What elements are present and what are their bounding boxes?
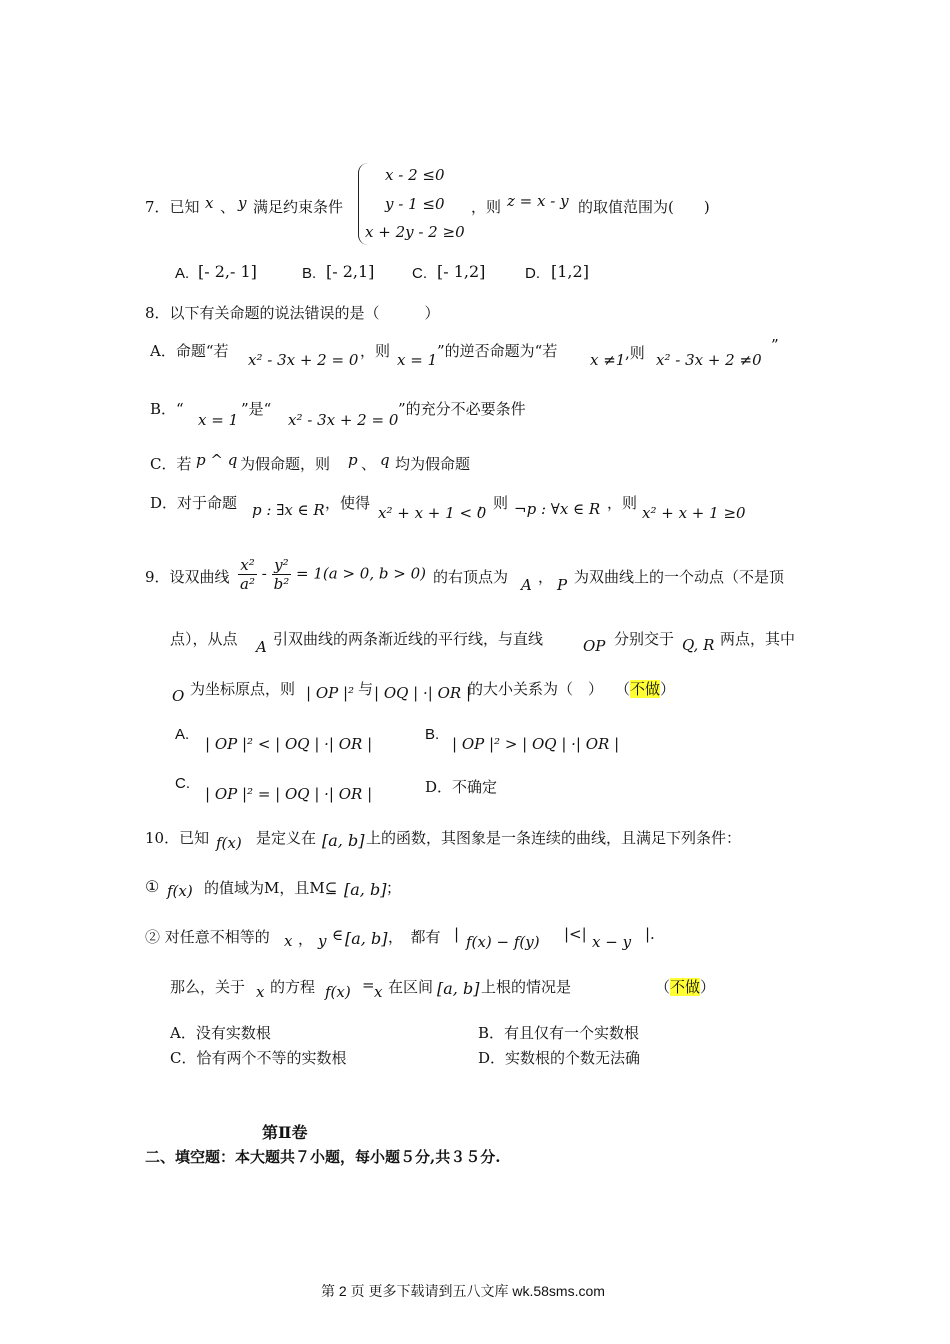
q10-c1-text: 的值域为M，且M⊆ (204, 879, 338, 897)
q10-c3-b: 的方程 (270, 978, 316, 996)
q9-op-squared: | OP |² (306, 684, 355, 702)
q8-a-3: ，则 (360, 342, 391, 360)
q9-note-close: ） (660, 680, 676, 698)
q8-d-2: p : ∃x ∈ R (252, 501, 325, 519)
q9-frac-y (272, 556, 292, 593)
q10-note (655, 976, 715, 997)
q8-c-1: C．若 (150, 455, 192, 473)
q8-a-7: ,则 (625, 344, 645, 362)
q10-c2-x: x (284, 932, 293, 950)
q10-c2-in: ∈ (332, 926, 344, 944)
q10-c2-y: y (318, 932, 327, 950)
q7-var-y: y (238, 194, 247, 212)
q7-objective: z = x - y (507, 192, 569, 210)
section-fill-blank-heading: 二、填空题：本大题共７小题，每小题５分,共３５分. (145, 1148, 501, 1166)
q7-option-a-label: A. (175, 265, 190, 282)
q7-stem-b: 满足约束条件 (253, 198, 344, 216)
q10-c2-sep: ， (298, 930, 314, 948)
q7-constraint-3: x + 2y - 2 ≥0 (365, 223, 465, 241)
q10-c2-text: ② 对任意不相等的 (145, 928, 270, 946)
q7-stem-c: ，则 (471, 198, 502, 216)
q9-frac-y-den: b² (273, 575, 290, 593)
q9-s9: 与 (358, 680, 374, 698)
q8-d-5: ，则 (478, 494, 509, 512)
q10-c2-xy: x − y (592, 933, 632, 951)
part-two-title: 第Ⅱ卷 (262, 1123, 308, 1142)
q10-note-close: ） (700, 978, 716, 996)
q8-a-4: x = 1 (397, 351, 438, 369)
q9-s8: 为坐标原点，则 (190, 680, 296, 698)
q9-s7: 两点，其中 (720, 630, 796, 648)
q8-d-7: ，则 (607, 494, 638, 512)
q8-c-5: 、 (361, 455, 377, 473)
q9-frac-x-num: x² (238, 556, 257, 575)
q9-s1: 9．设双曲线 (145, 568, 230, 586)
q10-c3-f: f(x) (325, 983, 351, 1001)
q7-option-d-label: D. (525, 265, 540, 282)
q9-option-b-label: B. (425, 726, 440, 743)
q8-d-4: x² + x + 1 < 0 (378, 504, 487, 522)
q10-c2-interval: [a, b] (345, 929, 388, 948)
q8-d-1: D．对于命题 (150, 494, 238, 512)
q10-s2: 是定义在 (256, 829, 317, 847)
q9-s6: 分别交于 (614, 630, 675, 648)
q8-a-1: A．命题“若 (150, 342, 229, 360)
q9-option-d: D．不确定 (425, 778, 498, 796)
q9-point-p: P (557, 576, 568, 594)
q7-constraint-2: y - 1 ≤0 (385, 195, 445, 213)
q8-a-9: ” (771, 336, 779, 354)
q9-oq-or: | OQ | ·| OR | (374, 684, 472, 702)
q8-b-3: ”是“ (241, 400, 272, 418)
q9-option-c-label: C. (175, 775, 190, 792)
q7-option-b: [- 2,1] (326, 262, 375, 281)
q9-note-open: （ (615, 680, 631, 698)
q10-interval: [a, b] (322, 831, 365, 850)
q7-sep: 、 (220, 198, 236, 216)
q7-option-a: [- 2,- 1] (198, 262, 257, 281)
q10-c2-fxfy: f(x) − f(y) (466, 933, 540, 951)
q8-a-8: x² - 3x + 2 ≠0 (656, 351, 762, 369)
q10-f: f(x) (216, 834, 242, 852)
q10-c3-a: 那么，关于 (170, 978, 246, 996)
q9-s3: 为双曲线上的一个动点（不是顶 (574, 568, 785, 586)
q9-minus: - (261, 564, 267, 583)
q9-option-c: | OP |² = | OQ | ·| OR | (205, 785, 373, 803)
q10-s3: 上的函数，其图象是一条连续的曲线，且满足下列条件： (366, 829, 742, 847)
q10-option-a: A．没有实数根 (170, 1024, 271, 1042)
q9-point-a2: A (256, 638, 267, 656)
q9-s10: 的大小关系为（ ） (468, 680, 604, 698)
q10-c1-end: ； (386, 879, 402, 897)
q8-stem: 8．以下有关命题的说法错误的是（ ） (145, 304, 440, 322)
q10-c1-f: f(x) (167, 882, 193, 900)
q9-hyperbola (238, 556, 426, 593)
q9-note-highlight: 不做 (630, 680, 661, 698)
q10-note-highlight: 不做 (670, 978, 701, 996)
q8-c-3: 为假命题，则 (240, 455, 331, 473)
q7-option-c-label: C. (412, 265, 427, 282)
q10-c1-interval: [a, b] (344, 880, 387, 899)
q9-line-op: OP (583, 637, 606, 655)
q8-d-3: ，使得 (325, 494, 371, 512)
q10-s1: 10．已知 (145, 829, 210, 847)
q7-option-c: [- 1,2] (437, 262, 486, 281)
page-footer: 第 2 页 更多下载请到五八文库 wk.58sms.com (321, 1283, 605, 1299)
q9-option-a: | OP |² < | OQ | ·| OR | (205, 735, 373, 753)
q7-constraint-1: x - 2 ≤0 (385, 166, 445, 184)
q9-frac-y-num: y² (272, 556, 292, 575)
q10-c3-x: x (256, 983, 265, 1001)
q9-points-qr: Q, R (682, 636, 715, 654)
q9-note (615, 678, 675, 699)
q9-origin: O (172, 687, 185, 705)
q9-frac-x-den: a² (240, 575, 255, 593)
q7-option-d: [1,2] (551, 262, 589, 281)
q8-c-6: q (380, 451, 390, 469)
q7-option-b-label: B. (302, 265, 317, 282)
q9-comma: ， (538, 568, 554, 586)
q10-option-d: D．实数根的个数无法确 (478, 1049, 641, 1067)
q8-b-2: x = 1 (198, 411, 239, 429)
q8-b-5: ”的充分不必要条件 (398, 400, 526, 418)
q10-c2-bar1: | (454, 925, 460, 943)
q9-option-b: | OP |² > | OQ | ·| OR | (452, 735, 620, 753)
q7-var-x: x (205, 194, 214, 212)
q10-c2-end: |. (645, 925, 655, 943)
q7-stem-a: 7．已知 (145, 198, 200, 216)
q8-a-2: x² - 3x + 2 = 0 (248, 351, 359, 369)
q10-c2-lt: |<| (564, 925, 587, 943)
q8-c-7: 均为假命题 (395, 455, 471, 473)
q8-c-2: p ^ q (196, 451, 238, 469)
q9-option-a-label: A. (175, 726, 190, 743)
q8-a-5: ”的逆否命题为“若 (437, 342, 558, 360)
q9-point-a: A (521, 576, 532, 594)
q10-c1-mark: ① (145, 877, 160, 896)
q10-c3-x2: x (374, 983, 383, 1001)
q10-option-c: C．恰有两个不等的实数根 (170, 1049, 347, 1067)
q8-c-4: p (348, 451, 358, 469)
q9-frac-x (238, 556, 257, 593)
q10-c3-c: 在区间 (388, 978, 434, 996)
q9-s5: 引双曲线的两条渐近线的平行线，与直线 (273, 630, 544, 648)
q10-c3-eq: = (362, 976, 375, 994)
q8-d-6: ¬p : ∀x ∈ R (514, 500, 601, 518)
q9-s2: 的右顶点为 (433, 568, 509, 586)
q9-s4: 点），从点 (170, 630, 238, 648)
q8-d-8: x² + x + 1 ≥0 (642, 504, 746, 522)
q8-a-6: x ≠1 (590, 351, 626, 369)
q10-c3-interval: [a, b] (437, 979, 480, 998)
q8-b-1: B．“ (150, 400, 184, 418)
q9-eq: = 1(a > 0, b > 0) (296, 564, 426, 583)
q10-c3-d: 上根的情况是 (481, 978, 572, 996)
q10-option-b: B．有且仅有一个实数根 (478, 1024, 640, 1042)
q8-b-4: x² - 3x + 2 = 0 (288, 411, 399, 429)
q7-stem-d: 的取值范围为( ) (578, 198, 710, 216)
q10-note-open: （ (655, 978, 671, 996)
q10-c2-have: ， 都有 (388, 928, 441, 946)
